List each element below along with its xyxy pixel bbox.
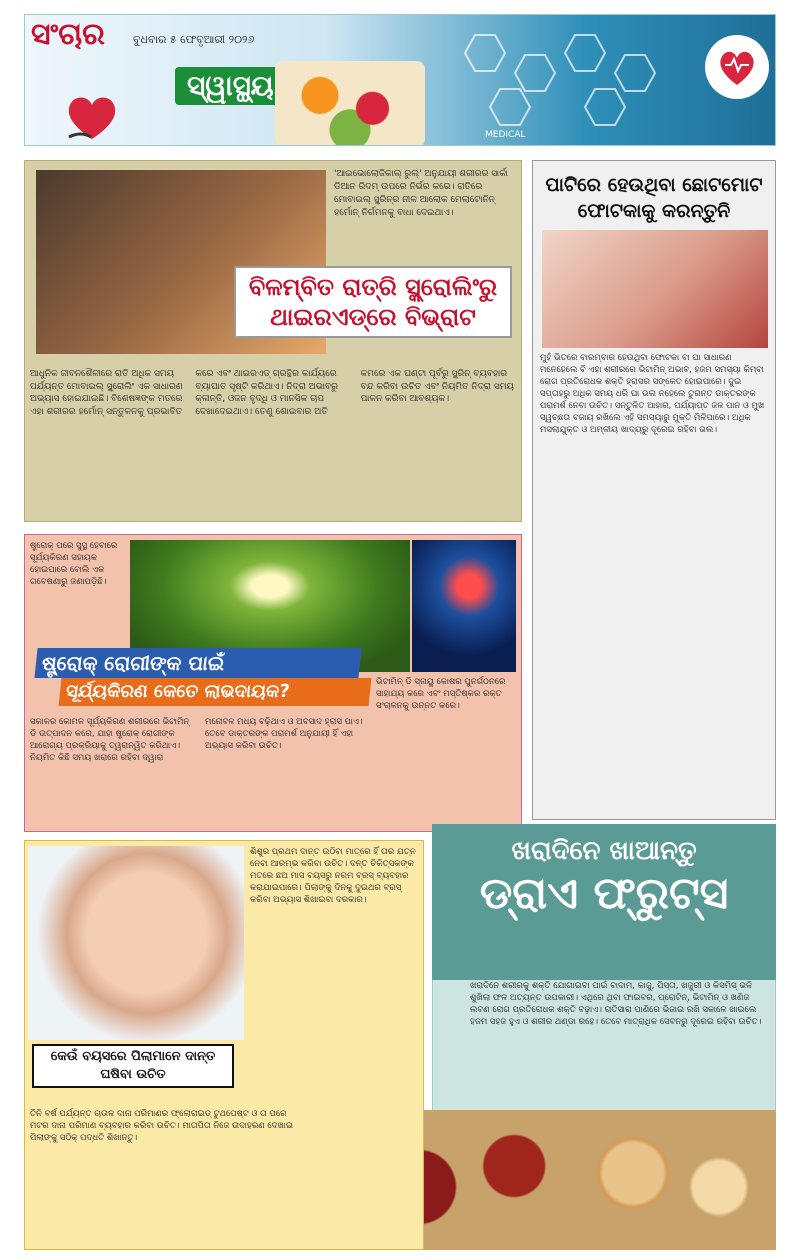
dry-fruits-title-line1: ଖରାଦିନେ ଖାଆନ୍ତୁ xyxy=(511,836,697,866)
medical-label: MEDICAL xyxy=(485,130,526,140)
article-mouth-ulcer-headline: ପାଟିରେ ହେଉଥିବା ଛୋଟମୋଟ ଫୋଟକାକୁ କରନ୍ତୁନି xyxy=(545,174,763,222)
article-thyroid-body: ଆଧୁନିକ ଜୀବନଶୈଳୀରେ ରାତି ଅଧିକ ସମୟ ପର୍ଯ୍ୟନ୍ତ ମୋବାଇଲ୍ ସ୍କ୍ରୋଲିଂ ଏକ ସାଧାରଣ ଅଭ୍ୟାସ ହୋଇଯାଇଛି। ବିଶେଷଜ୍ଞଙ୍କ ମତରେ ଏହା ଶରୀରର ହର୍ମୋନ୍ ସନ୍ତୁଳନକୁ ପ୍ରଭାବିତ କରେ ଏବଂ ଥାଇରଏଡ୍ ଗ୍ରନ୍ଥିର କାର୍ଯ୍ୟରେ ବ୍ୟାଘାତ ସୃଷ୍ଟି କରିଥାଏ। ନିଦ୍ରା ଅଭାବରୁ କ୍ଳାନ୍ତି, ଓଜନ ବୃଦ୍ଧି ଓ ମାନସିକ ଚାପ ଦେଖାଦେଇଥାଏ। ତେଣୁ ଶୋଇବାର ଅତି କମରେ ଏକ ଘଣ୍ଟା ପୂର୍ବରୁ ସ୍କ୍ରିନ୍ ବ୍ୟବହାର ବନ୍ଦ କରିବା ଉଚିତ ଏବଂ ନିୟମିତ ନିଦ୍ରା ସମୟ ପାଳନ କରିବା ଆବଶ୍ୟକ। xyxy=(30,369,514,417)
article-child-teeth-headline: କେଉଁ ବୟସରେ ପିଲାମାନେ ଦାନ୍ତ ଘଷିବା ଉଚିତ xyxy=(32,1044,234,1088)
article-thyroid-intro: 'ଆଇଭୋଲୋଜିକାଲ୍ ରୁଲ୍' ଅନୁଯାୟୀ ଶରୀରର ସାର୍କା ଡିଆନ ରିଦମ୍ ଉପରେ ନିର୍ଭର କରେ। ରାତିରେ ମୋବାଇଲ୍ ସ୍କ୍ରିନ୍‌ର ନୀଳ ଆଲୋକ ମେଲାଟୋନିନ୍ ହର୍ମୋନ୍ ନିର୍ଗମନକୁ ବାଧା ଦେଇଥାଏ। xyxy=(334,169,508,218)
newspaper-logo: ସଂଚାର xyxy=(31,17,105,52)
masthead xyxy=(24,14,776,146)
dateline: ବୁଧବାର ୫ ଫେବୃଆରୀ ୨୦୨୬ xyxy=(133,33,255,46)
heart-stethoscope-icon xyxy=(61,91,123,143)
article-stroke-body: ସକାଳର କୋମଳ ସୂର୍ଯ୍ୟକିରଣ ଶରୀରରେ ଭିଟାମିନ୍ ଡି ଉତ୍ପାଦନ କରେ, ଯାହା ଷ୍ଟ୍ରୋକ୍ ରୋଗୀଙ୍କ ଆରୋଗ୍ୟ ପ୍ରକ୍ରିୟାକୁ ତ୍ୱରାନ୍ୱିତ କରିଥାଏ। ନିୟମିତ କିଛି ସମୟ ଖରାରେ ରହିବା ଦ୍ୱାରା ମନୋବଳ ମଧ୍ୟ ବଢ଼ିଥାଏ ଓ ଅବସାଦ ହ୍ରାସ ପାଏ। ତେବେ ଡାକ୍ତରଙ୍କ ପରାମର୍ଶ ଅନୁଯାୟୀ ହିଁ ଏହା ଅଭ୍ୟାସ କରିବା ଉଚିତ। xyxy=(30,717,363,763)
article-stroke-headline: ଷ୍ଟ୍ରୋକ୍ ରୋଗୀଙ୍କ ପାଇଁ xyxy=(34,648,361,678)
brain-scan-image xyxy=(412,540,516,672)
article-child-teeth-footer: ତିନି ବର୍ଷ ପର୍ଯ୍ୟନ୍ତ ଚାଉଳ ଦାନା ପରିମାଣର ଫ୍ଲୋରାଇଡ୍ ଟୁଥପେଷ୍ଟ ଓ ତା ପରେ ମଟର ଦାନା ପରିମାଣ ବ୍ୟବହାର କରିବା ଉଚିତ। ମାତାପିତା ନିଜେ ଉଦାହରଣ ଦେଖାଇ ପିଲାଙ୍କୁ ସଠିକ୍ ପଦ୍ଧତି ଶିଖାନ୍ତୁ। xyxy=(30,1109,293,1143)
child-brushing-photo xyxy=(28,846,244,1040)
article-stroke-side: ଭିଟାମିନ୍ ଡି ସ୍ନାୟୁ କୋଷର ପୁନର୍ଗଠନରେ ସାହାଯ୍ୟ କରେ ଏବଂ ମସ୍ତିଷ୍କର ରକ୍ତ ସଂଚାଳନକୁ ଉନ୍ନତ କରେ। xyxy=(376,677,506,711)
section-title: ସ୍ୱାସ୍ଥ୍ୟ xyxy=(175,67,286,105)
fruits-image xyxy=(275,61,425,146)
dry-fruits-title-line2: ଡ୍ରାଏ ଫ୍ରୁଟ୍‌ସ xyxy=(479,868,729,919)
article-dry-fruits-body: ଖରାଦିନେ ଶରୀରକୁ ଶକ୍ତି ଯୋଗାଇବା ପାଇଁ ବାଦାମ, କାଜୁ, ପିସ୍ତା, ଖଜୁରୀ ଓ କିସମିସ୍ ଭଳି ଶୁଖିଲା ଫଳ ଅତ୍ୟନ୍ତ ଉପକାରୀ। ଏଥିରେ ଥିବା ଫାଇବର, ପ୍ରୋଟିନ୍, ଭିଟାମିନ୍ ଓ ଖଣିଜ ଲବଣ ରୋଗ ପ୍ରତିରୋଧକ ଶକ୍ତି ବଢ଼ାଏ। ରାତିସାରା ପାଣିରେ ଭିଜାଇ ରଖି ସକାଳେ ଖାଇଲେ ହଜମ ସହଜ ହୁଏ ଓ ଶରୀର ଥଣ୍ଡା ରହେ। ତେବେ ମାତ୍ରାଧିକ ସେବନରୁ ଦୂରେଇ ରହିବା ଉଚିତ। xyxy=(470,981,762,1027)
mouth-ulcer-photo xyxy=(542,230,768,348)
article-stroke-intro: ଷ୍ଟ୍ରୋକ୍ ପରେ ସୁସ୍ଥ ହେବାରେ ସୂର୍ଯ୍ୟକିରଣ ସହାୟକ ହୋଇପାରେ ବୋଲି ଏକ ଗବେଷଣାରୁ ଜଣାପଡ଼ିଛି। xyxy=(30,541,118,587)
article-child-teeth-body: ଶିଶୁର ପ୍ରଥମ ଦାନ୍ତ ଉଠିବା ମାତ୍ରେ ହିଁ ତାର ଯତ୍ନ ନେବା ଆରମ୍ଭ କରିବା ଉଚିତ। ଦନ୍ତ ଚିକିତ୍ସକଙ୍କ ମତରେ ଛଅ ମାସ ବୟସରୁ ନରମ ବ୍ରସ୍ ବ୍ୟବହାର କରାଯାଇପାରେ। ପିଲାଙ୍କୁ ଦିନକୁ ଦୁଇଥର ବ୍ରସ୍ କରିବା ଅଭ୍ୟାସ ଶିଖାଇବା ଦରକାର। xyxy=(250,847,416,905)
article-mouth-ulcer-body: ମୁହଁ ଭିତରେ ବାରମ୍ବାର ହେଉଥିବା ଫୋଟକା ବା ଘା ସାଧାରଣ ମନେହେଲେ ବି ଏହା ଶରୀରରେ ଭିଟାମିନ୍ ଅଭାବ, ହଜମ ସମସ୍ୟା କିମ୍ବା ରୋଗ ପ୍ରତିରୋଧକ ଶକ୍ତି ହ୍ରାସର ସଙ୍କେତ ହୋଇପାରେ। ଦୁଇ ସପ୍ତାହରୁ ଅଧିକ ସମୟ ଧରି ଘା ଭଲ ନହେଲେ ତୁରନ୍ତ ଡାକ୍ତରଙ୍କ ପରାମର୍ଶ ନେବା ଉଚିତ। ସନ୍ତୁଳିତ ଆହାର, ପର୍ଯ୍ୟାପ୍ତ ଜଳ ପାନ ଓ ମୁଖ ସ୍ୱଚ୍ଛତା ବଜାୟ ରଖିଲେ ଏହି ସମସ୍ୟାରୁ ମୁକ୍ତି ମିଳିପାରେ। ଅଧିକ ମସଲାଯୁକ୍ତ ଓ ଅମ୍ଳୀୟ ଖାଦ୍ୟରୁ ଦୂରେଇ ରହିବା ଭଲ। xyxy=(540,353,765,435)
article-thyroid-headline: ବିଳମ୍ବିତ ରାତ୍ରି ସ୍କ୍ରୋଲିଂରୁ ଥାଇରଏଡ୍‌ରେ ବିଭ୍ରାଟ xyxy=(234,266,512,338)
heart-in-hands-icon xyxy=(705,35,769,99)
medical-hexagon-icons xyxy=(445,25,665,141)
article-stroke-subheadline: ସୂର୍ଯ୍ୟକିରଣ କେତେ ଲାଭଦାୟକ? xyxy=(59,678,372,706)
article-dry-fruits-headline xyxy=(432,824,776,980)
